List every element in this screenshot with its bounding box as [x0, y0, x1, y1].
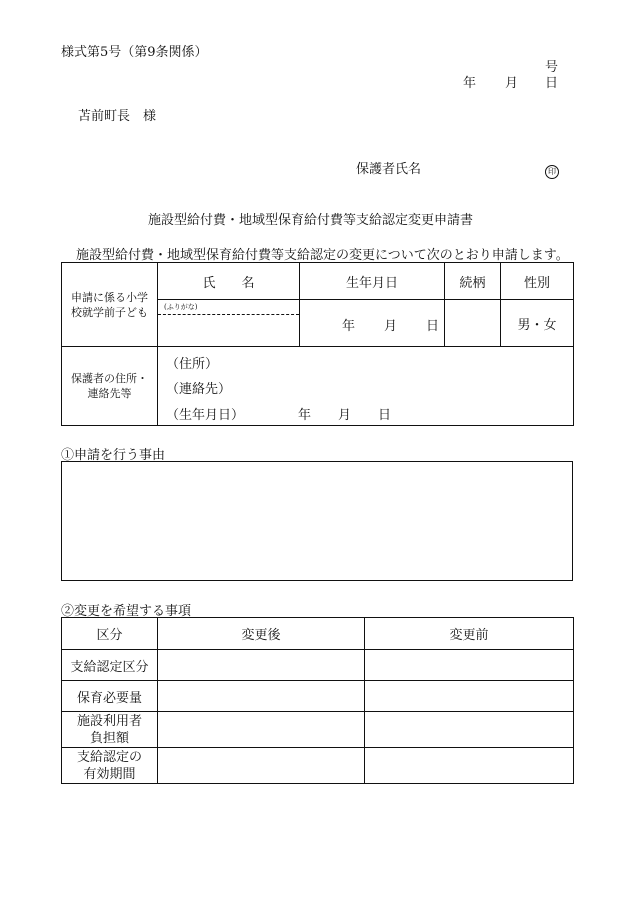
guardian-birth-month: 月	[338, 408, 352, 423]
after-cell-validity-period[interactable]	[158, 748, 365, 784]
after-cell-certification-category[interactable]	[158, 650, 365, 681]
name-cell[interactable]	[158, 300, 300, 347]
guardian-birth-label: （生年月日）	[166, 408, 245, 423]
before-cell-validity-period[interactable]	[365, 748, 574, 784]
guardian-row-label: 保護者の住所・連絡先等	[62, 347, 158, 426]
year-label: 年	[463, 76, 477, 91]
col-after: 変更後	[158, 618, 365, 650]
guardian-address-label: （住所）	[166, 357, 219, 372]
furigana-label: (ふりがな)	[158, 300, 299, 315]
guardian-birth-day: 日	[378, 408, 392, 423]
relation-cell[interactable]	[445, 300, 501, 347]
document-title: 施設型給付費・地域型保育給付費等支給認定変更申請書	[148, 213, 474, 228]
intro-text: 施設型給付費・地域型保育給付費等支給認定の変更について次のとおり申請します。	[76, 248, 569, 263]
changes-table	[61, 617, 574, 784]
birth-year: 年	[342, 319, 356, 334]
day-label: 日	[545, 76, 559, 91]
row-label-validity-period: 支給認定の 有効期間	[62, 748, 158, 784]
reason-box[interactable]	[61, 461, 573, 581]
col-category: 区分	[62, 618, 158, 650]
form-number: 様式第5号（第9条関係）	[61, 45, 208, 60]
sex-cell[interactable]: 男・女	[501, 300, 574, 347]
col-before: 変更前	[365, 618, 574, 650]
birth-month: 月	[384, 319, 398, 334]
guardian-contact-label: （連絡先）	[166, 382, 232, 397]
birth-day: 日	[426, 319, 440, 334]
relation-header: 続柄	[445, 263, 501, 300]
number-label: 号	[545, 60, 559, 75]
after-cell-user-burden[interactable]	[158, 712, 365, 748]
guardian-birth-year: 年	[298, 408, 312, 423]
before-cell-care-amount[interactable]	[365, 681, 574, 712]
birth-header: 生年月日	[300, 263, 445, 300]
recipient: 苫前町長 様	[78, 109, 157, 124]
birth-date-cell[interactable]	[300, 300, 445, 347]
row-label-user-burden: 施設利用者 負担額	[62, 712, 158, 748]
row-label-care-amount: 保育必要量	[62, 681, 158, 712]
seal-icon: 印	[545, 159, 559, 179]
changes-heading: ②変更を希望する事項	[61, 604, 192, 619]
child-row-label: 申請に係る小学校就学前子ども	[62, 263, 158, 347]
before-cell-certification-category[interactable]	[365, 650, 574, 681]
guardian-info-cell[interactable]	[158, 347, 574, 426]
child-table	[61, 262, 574, 426]
before-cell-user-burden[interactable]	[365, 712, 574, 748]
guardian-name-label: 保護者氏名	[356, 162, 422, 177]
name-header: 氏 名	[158, 263, 300, 300]
after-cell-care-amount[interactable]	[158, 681, 365, 712]
row-label-certification-category: 支給認定区分	[62, 650, 158, 681]
reason-heading: ①申請を行う事由	[61, 448, 166, 463]
month-label: 月	[505, 76, 519, 91]
sex-header: 性別	[501, 263, 574, 300]
